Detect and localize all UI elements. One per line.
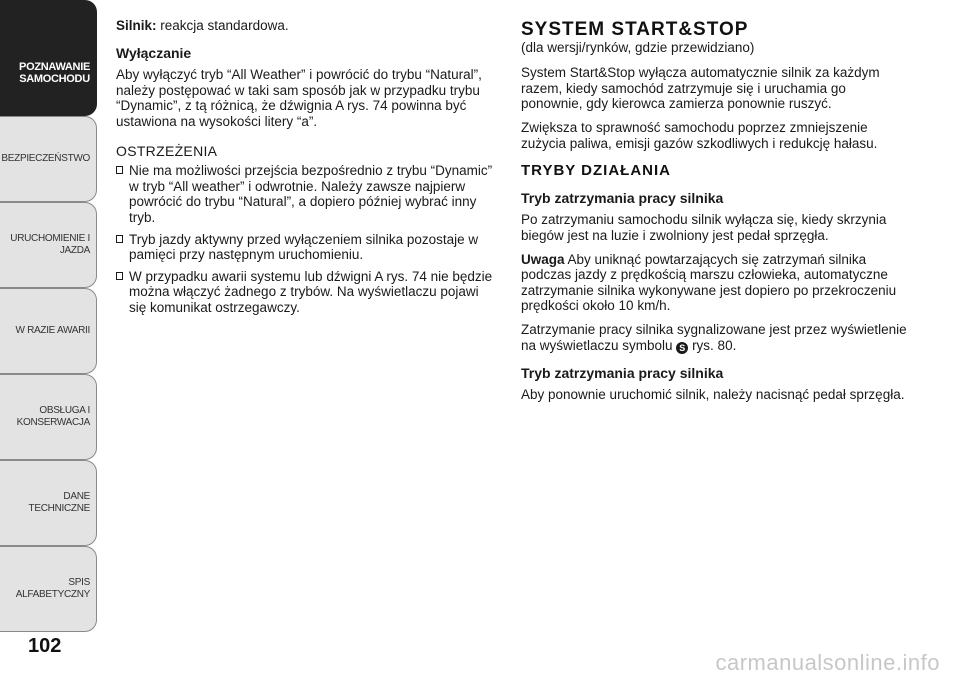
section-title: SYSTEM START&STOP — [521, 19, 749, 40]
note-text: Aby uniknąć powtarzających się zatrzymań silnika podczas jazdy z prędkością marszu człowieka, automatyczne zatrzymanie silnika wykonywane jest dopiero po przekroczeniu prędkości około 10 km/h. — [521, 251, 897, 314]
list-item — [116, 163, 494, 225]
start-stop-icon: S — [676, 342, 688, 354]
checkbox-bullet-icon — [116, 166, 123, 174]
paragraph-4-ref: rys. 80. — [688, 337, 737, 353]
tab-label: BEZPIECZEŃSTWO — [1, 153, 90, 164]
page-number: 102 — [28, 635, 62, 657]
bullet-text: W przypadku awarii systemu lub dźwigni A rys. 74 nie będzie można włączyć żadnego z trybów. Na wyświetlaczu pojawi się komunikat ostrzegawczy. — [129, 268, 493, 315]
silnik-paragraph — [116, 18, 494, 34]
paragraph-5: Aby ponownie uruchomić silnik, należy nacisnąć pedał sprzęgła. — [521, 387, 905, 403]
note-paragraph — [521, 252, 911, 314]
section-subtitle: (dla wersji/rynków, gdzie przewidziano) — [521, 39, 755, 55]
list-item — [116, 232, 494, 263]
subheading-1: Tryb zatrzymania pracy silnika — [521, 189, 724, 206]
tab-label: DANE TECHNICZNE — [28, 491, 90, 514]
tab-w-razie-awarii[interactable] — [0, 288, 97, 374]
tab-label: URUCHOMIENIE I JAZDA — [10, 233, 90, 256]
left-column — [116, 18, 494, 322]
wylaczanie-heading: Wyłączanie — [116, 44, 192, 61]
note-lead: Uwaga — [521, 251, 565, 267]
chapter-sidebar — [0, 0, 100, 686]
paragraph-4 — [521, 322, 911, 354]
tab-dane-techniczne[interactable] — [0, 460, 97, 546]
paragraph-2: Zwiększa to sprawność samochodu poprzez zmniejszenie zużycia paliwa, emisji gazów szkodliwych i redukcję hałasu. — [521, 119, 878, 151]
tab-bezpieczenstwo[interactable] — [0, 116, 97, 202]
tab-obsluga-i-konserwacja[interactable] — [0, 374, 97, 460]
list-item — [116, 269, 494, 316]
tab-poznawanie-samochodu[interactable] — [0, 0, 97, 116]
tab-label: POZNAWANIE SAMOCHODU — [19, 61, 90, 85]
warnings-heading: OSTRZEŻENIA — [116, 142, 218, 159]
bullet-text: Tryb jazdy aktywny przed wyłączeniem silnika pozostaje w pamięci przy następnym uruchomieniu. — [129, 231, 479, 263]
tab-label: W RAZIE AWARII — [15, 325, 90, 336]
checkbox-bullet-icon — [116, 235, 123, 243]
paragraph-3: Po zatrzymaniu samochodu silnik wyłącza się, kiedy skrzynia biegów jest na luzie i zwolniony jest pedał sprzęgła. — [521, 212, 887, 243]
subheading-2: Tryb zatrzymania pracy silnika — [521, 364, 724, 381]
watermark: carmanualsonline.info — [715, 650, 940, 675]
silnik-lead: Silnik: — [116, 18, 157, 33]
tab-label: OBSŁUGA I KONSERWACJA — [16, 405, 90, 428]
wylaczanie-paragraph: Aby wyłączyć tryb “All Weather” i powrócić do trybu “Natural”, należy postępować w taki sam sposób jak w przypadku trybu “Dynamic”, z tą różnicą, że dźwignia A rys. 74 powinna być ustawiona na wysokości litery “a”. — [116, 67, 482, 129]
tab-label: SPIS ALFABETYCZNY — [15, 577, 90, 600]
tab-uruchomienie-i-jazda[interactable] — [0, 202, 97, 288]
paragraph-1: System Start&Stop wyłącza automatycznie silnik za każdym razem, kiedy samochód zatrzymuje się i uruchamia go ponownie, gdy kierowca zamierza ponownie ruszyć. — [521, 65, 880, 112]
bullet-text: Nie ma możliwości przejścia bezpośrednio z trybu “Dynamic” w tryb “All weather” i odwrotnie. Należy zawsze najpierw powrócić do trybu “Natural”, a dopiero później wybrać inny tryb. — [129, 163, 493, 225]
right-column — [521, 18, 911, 411]
warnings-list — [116, 163, 494, 315]
paragraph-4-text: Zatrzymanie pracy silnika sygnalizowane jest przez wyświetlenie na wyświetlaczu symbolu — [521, 321, 907, 353]
checkbox-bullet-icon — [116, 272, 123, 280]
silnik-text: reakcja standardowa. — [156, 18, 289, 33]
tab-spis-alfabetyczny[interactable] — [0, 546, 97, 632]
modes-heading: TRYBY DZIAŁANIA — [521, 162, 671, 180]
